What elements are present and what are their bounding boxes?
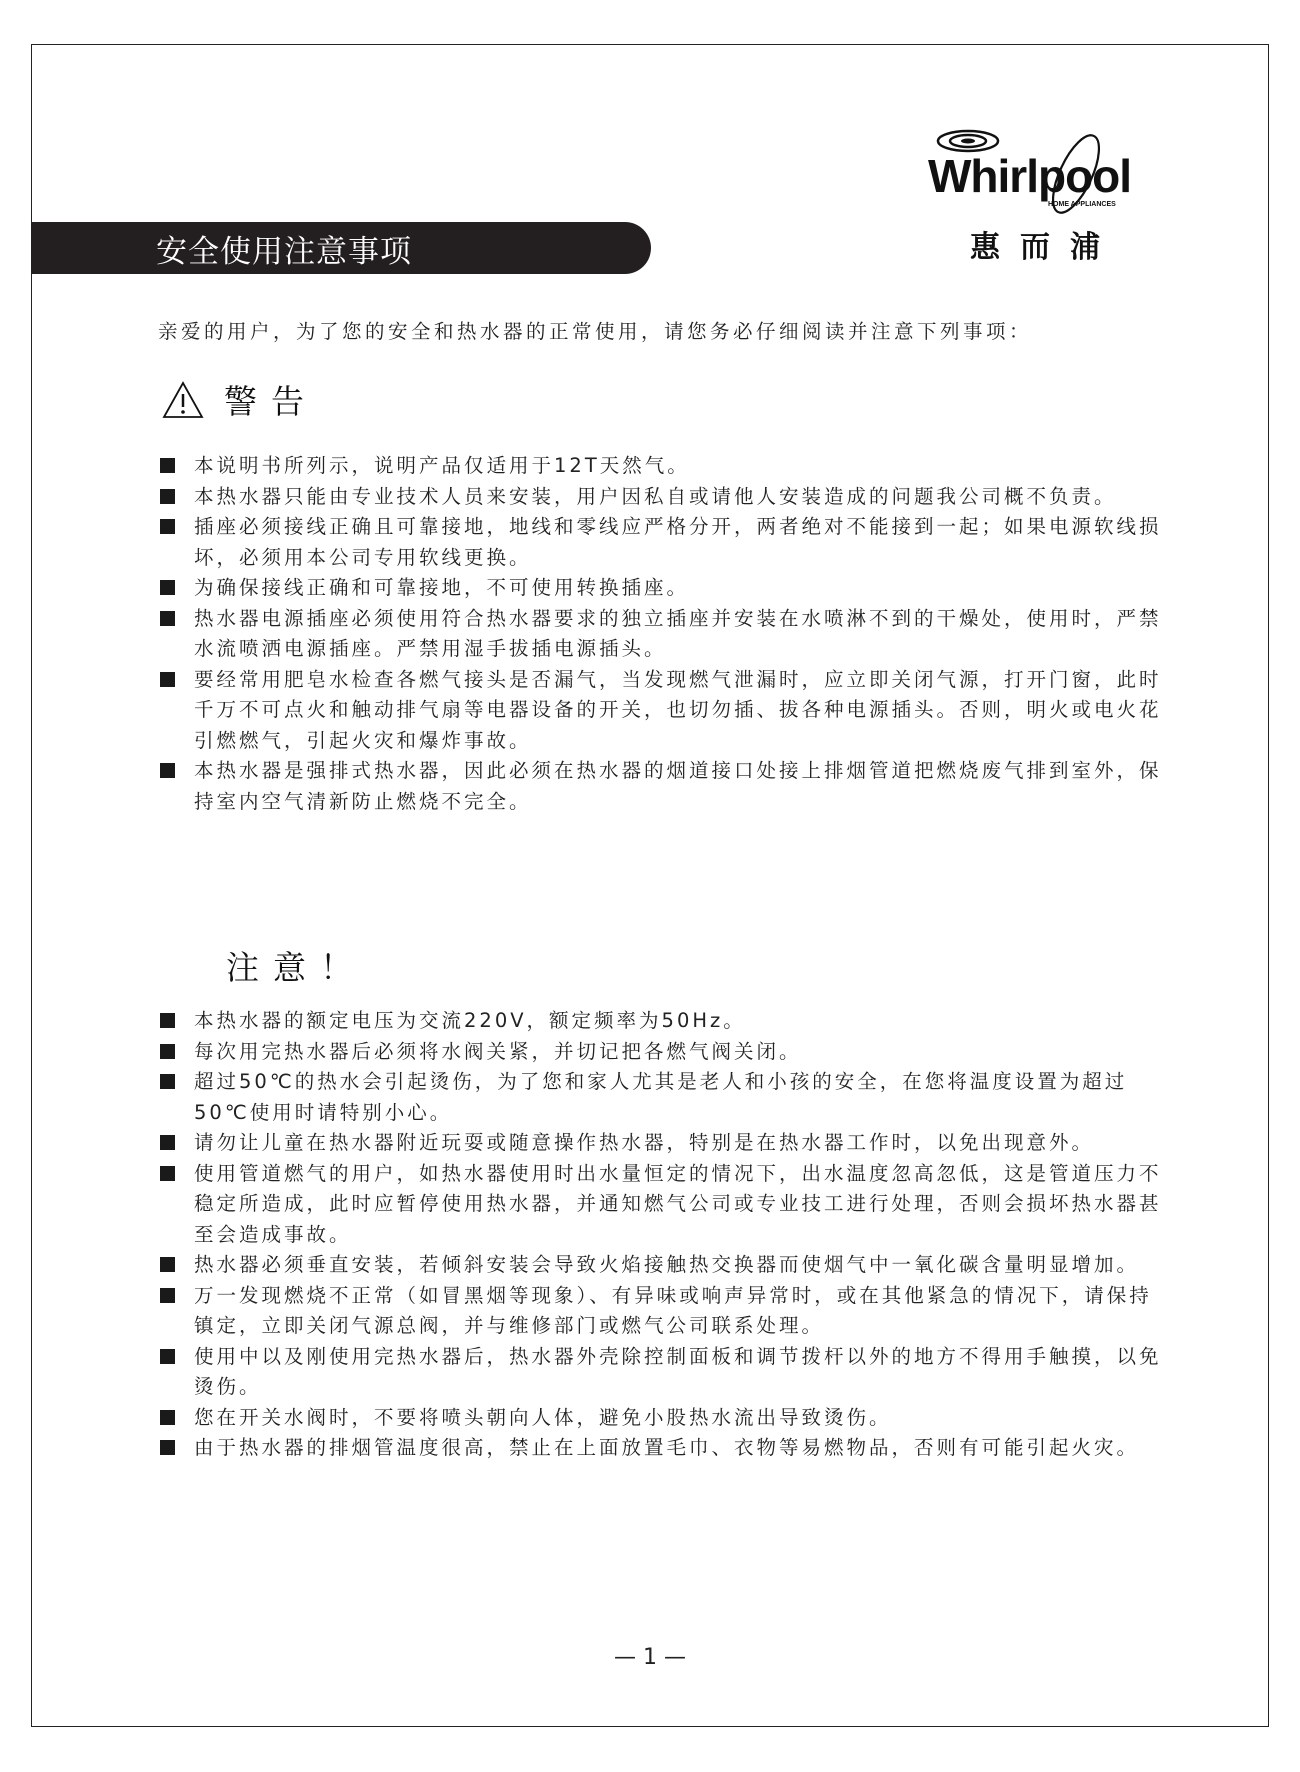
list-item: 使用管道燃气的用户，如热水器使用时出水量恒定的情况下，出水温度忽高忽低，这是管道压力不稳定所造成，此时应暂停使用热水器，并通知燃气公司或专业技工进行处理，否则会损坏热水器甚至会造成事故。 bbox=[160, 1159, 1170, 1251]
list-item: 超过50℃的热水会引起烫伤，为了您和家人尤其是老人和小孩的安全，在您将温度设置为超过50℃使用时请特别小心。 bbox=[160, 1067, 1170, 1128]
logo-subtext: HOME APPLIANCES bbox=[1048, 201, 1116, 208]
bullet-square-icon bbox=[160, 1349, 175, 1364]
bullet-square-icon bbox=[160, 763, 175, 778]
bullet-square-icon bbox=[160, 519, 175, 534]
bullet-square-icon bbox=[160, 1410, 175, 1425]
list-item: 热水器必须垂直安装，若倾斜安装会导致火焰接触热交换器而使烟气中一氧化碳含量明显增加。 bbox=[160, 1250, 1170, 1281]
caution-list bbox=[160, 1006, 1170, 1464]
list-item: 插座必须接线正确且可靠接地，地线和零线应严格分开，两者绝对不能接到一起；如果电源软线损坏，必须用本公司专用软线更换。 bbox=[160, 512, 1170, 573]
warning-label: 警告 bbox=[224, 382, 318, 421]
warning-heading bbox=[162, 376, 318, 423]
intro-text: 亲爱的用户，为了您的安全和热水器的正常使用，请您务必仔细阅读并注意下列事项： bbox=[158, 320, 1033, 343]
list-item: 您在开关水阀时，不要将喷头朝向人体，避免小股热水流出导致烫伤。 bbox=[160, 1403, 1170, 1434]
bullet-square-icon bbox=[160, 1044, 175, 1059]
bullet-square-icon bbox=[160, 489, 175, 504]
caution-heading: 注意！ bbox=[226, 948, 367, 987]
list-item: 为确保接线正确和可靠接地，不可使用转换插座。 bbox=[160, 573, 1170, 604]
list-item: 本热水器是强排式热水器，因此必须在热水器的烟道接口处接上排烟管道把燃烧废气排到室外，保持室内空气清新防止燃烧不完全。 bbox=[160, 756, 1170, 817]
page-number: — 1 — bbox=[614, 1645, 686, 1670]
bullet-square-icon bbox=[160, 1440, 175, 1455]
list-item: 使用中以及刚使用完热水器后，热水器外壳除控制面板和调节拨杆以外的地方不得用手触摸，以免烫伤。 bbox=[160, 1342, 1170, 1403]
list-item: 请勿让儿童在热水器附近玩耍或随意操作热水器，特别是在热水器工作时，以免出现意外。 bbox=[160, 1128, 1170, 1159]
bullet-square-icon bbox=[160, 1288, 175, 1303]
list-item: 由于热水器的排烟管温度很高，禁止在上面放置毛巾、衣物等易燃物品，否则有可能引起火灾。 bbox=[160, 1433, 1170, 1464]
bullet-square-icon bbox=[160, 1135, 175, 1150]
list-item: 本热水器的额定电压为交流220V，额定频率为50Hz。 bbox=[160, 1006, 1170, 1037]
warning-triangle-icon bbox=[162, 381, 204, 419]
list-item: 本说明书所列示，说明产品仅适用于12T天然气。 bbox=[160, 451, 1170, 482]
bullet-square-icon bbox=[160, 1074, 175, 1089]
page-title: 安全使用注意事项 bbox=[156, 233, 412, 270]
list-item: 万一发现燃烧不正常（如冒黑烟等现象）、有异味或响声异常时，或在其他紧急的情况下，请保持镇定，立即关闭气源总阀，并与维修部门或燃气公司联系处理。 bbox=[160, 1281, 1170, 1342]
bullet-square-icon bbox=[160, 1013, 175, 1028]
logo-wordmark: Whirlpool bbox=[928, 150, 1132, 202]
bullet-square-icon bbox=[160, 458, 175, 473]
bullet-square-icon bbox=[160, 1257, 175, 1272]
whirlpool-logo bbox=[928, 126, 1146, 216]
brand-chinese-name: 惠而浦 bbox=[970, 230, 1120, 265]
bullet-square-icon bbox=[160, 672, 175, 687]
section-title-bar bbox=[31, 222, 651, 274]
page-border bbox=[31, 44, 1269, 1727]
bullet-square-icon bbox=[160, 1166, 175, 1181]
list-item: 热水器电源插座必须使用符合热水器要求的独立插座并安装在水喷淋不到的干燥处，使用时，严禁水流喷洒电源插座。严禁用湿手拔插电源插头。 bbox=[160, 604, 1170, 665]
bullet-square-icon bbox=[160, 611, 175, 626]
list-item: 本热水器只能由专业技术人员来安装，用户因私自或请他人安装造成的问题我公司概不负责。 bbox=[160, 482, 1170, 513]
list-item: 要经常用肥皂水检查各燃气接头是否漏气，当发现燃气泄漏时，应立即关闭气源，打开门窗，此时千万不可点火和触动排气扇等电器设备的开关，也切勿插、拔各种电源插头。否则，明火或电火花引燃燃气，引起火灾和爆炸事故。 bbox=[160, 665, 1170, 757]
warning-list bbox=[160, 451, 1170, 817]
list-item: 每次用完热水器后必须将水阀关紧，并切记把各燃气阀关闭。 bbox=[160, 1037, 1170, 1068]
bullet-square-icon bbox=[160, 580, 175, 595]
